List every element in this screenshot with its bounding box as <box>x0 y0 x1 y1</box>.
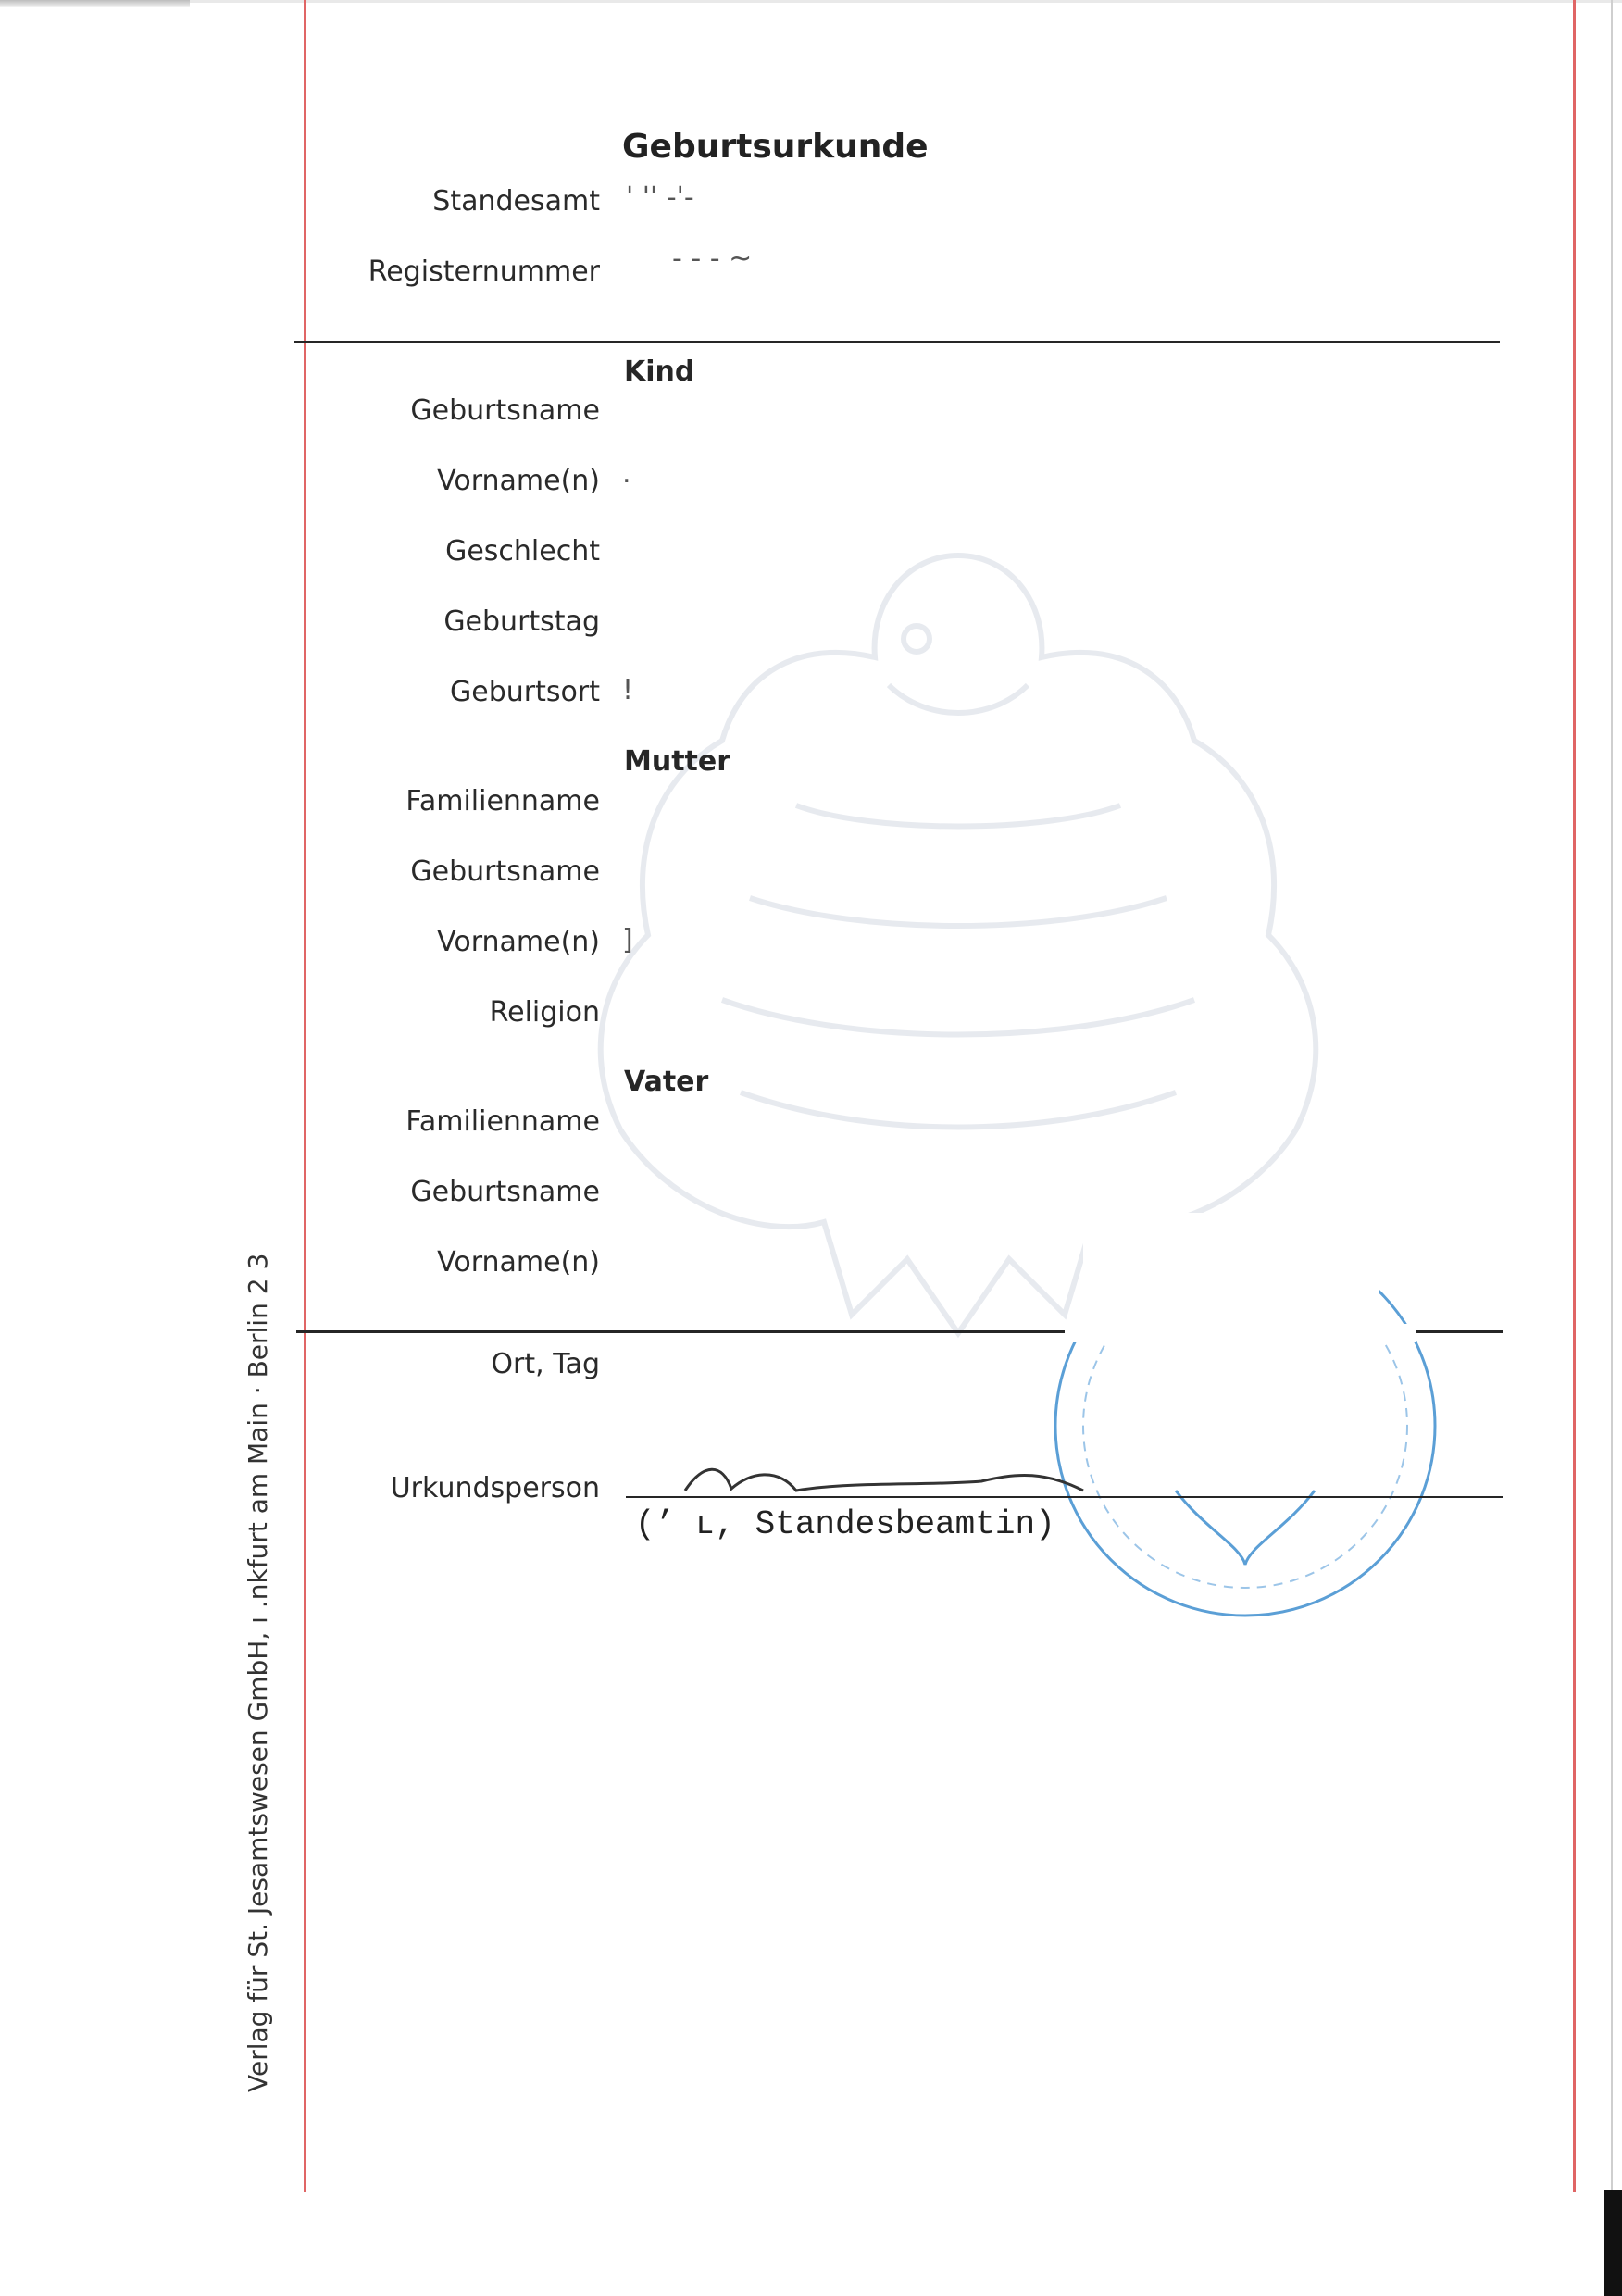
value-kind-geburtsort: ! <box>622 674 634 706</box>
signature-caption: (’ ʟ, Standesbeamtin) <box>635 1505 1055 1543</box>
right-margin-rule <box>1573 0 1576 2192</box>
label-kind-geburtstag: Geburtstag <box>443 605 600 638</box>
label-standesamt: Standesamt <box>432 185 600 218</box>
label-kind-geschlecht: Geschlecht <box>445 535 600 568</box>
page-right-edge <box>1611 0 1613 2296</box>
section-title-vater: Vater <box>624 1066 709 1098</box>
official-seal-stamp-icon <box>1028 1213 1454 1629</box>
value-standesamt: ' '' -'- <box>626 181 694 214</box>
label-mutter-geburtsname: Geburtsname <box>410 855 600 888</box>
label-registernummer: Registernummer <box>368 256 600 288</box>
value-kind-vornamen: . <box>622 457 631 490</box>
label-mutter-familienname: Familienname <box>406 785 600 817</box>
label-urkundsperson: Urkundsperson <box>390 1472 600 1504</box>
left-margin-rule <box>304 0 306 2192</box>
scan-edge-shadow <box>1604 2190 1622 2296</box>
handwritten-signature-icon <box>648 1444 1167 1500</box>
label-vater-vornamen: Vorname(n) <box>437 1246 600 1279</box>
label-kind-geburtsort: Geburtsort <box>450 676 600 708</box>
scan-corner-shadow <box>0 0 190 7</box>
header-divider <box>294 341 1500 343</box>
label-vater-geburtsname: Geburtsname <box>410 1176 600 1208</box>
publisher-imprint: Verlag für St. Jesamtswesen GmbH, ı .nkfurt am Main · Berlin 2 3 <box>243 1253 273 2092</box>
label-ort-tag: Ort, Tag <box>491 1348 600 1380</box>
section-title-kind: Kind <box>624 356 695 388</box>
label-mutter-vornamen: Vorname(n) <box>437 926 600 958</box>
section-title-mutter: Mutter <box>624 745 731 778</box>
value-mutter-vornamen: ] <box>622 924 633 956</box>
label-mutter-religion: Religion <box>489 996 600 1029</box>
page-top-edge <box>0 0 1622 3</box>
label-vater-familienname: Familienname <box>406 1105 600 1138</box>
label-kind-vornamen: Vorname(n) <box>437 465 600 497</box>
label-kind-geburtsname: Geburtsname <box>410 394 600 427</box>
value-registernummer: - - - ~ <box>672 243 753 275</box>
document-title: Geburtsurkunde <box>622 128 929 166</box>
seal-overlap-mask <box>1065 1324 1416 1342</box>
